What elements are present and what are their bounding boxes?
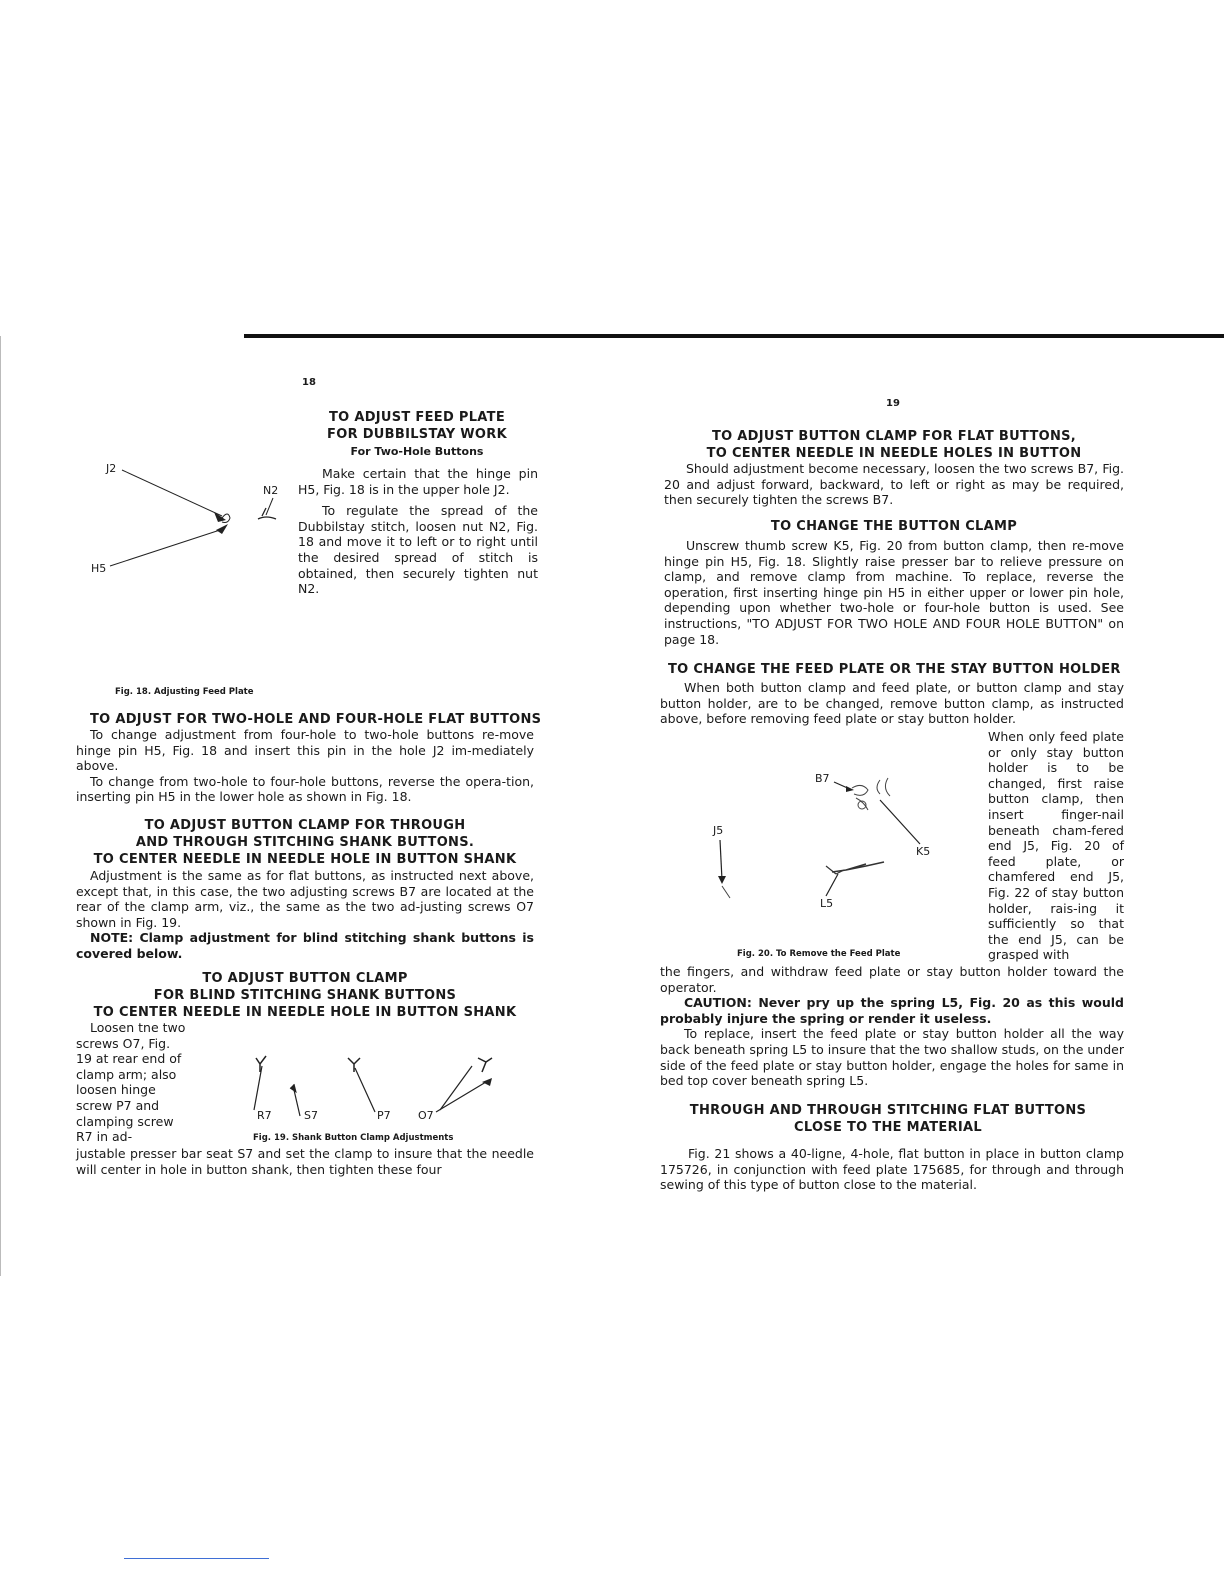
right-sec4-title: THROUGH AND THROUGH STITCHING FLAT BUTTONS CLOSE TO THE MATERIAL: [689, 1103, 1087, 1135]
left-sec3-title: TO ADJUST BUTTON CLAMP FOR THROUGH AND THROUGH STITCHING SHANK BUTTONS. TO CENTER NEEDLE IN NEEDLE HOLE IN BUTTON SHANK: [93, 818, 517, 867]
left-sec2-p2: To change from two-hole to four-hole buttons, reverse the opera-tion, inserting pin H5 in the lower hole as shown in Fig. 18.: [76, 773, 534, 805]
left-sec4-title: TO ADJUST BUTTON CLAMP FOR BLIND STITCHING SHANK BUTTONS TO CENTER NEEDLE IN NEEDLE HOLE IN BUTTON SHANK: [93, 971, 517, 1020]
fig20-label-l5: L5: [820, 897, 834, 910]
left-sec1-body: [298, 466, 538, 597]
right-sec3-body: [660, 680, 1124, 727]
right-sec2-p1: Unscrew thumb screw K5, Fig. 20 from button clamp, then re-move hinge pin H5, Fig. 18. Slightly raise presser bar to relieve pressure on clamp, and remove clamp from machine. To replace, reverse the operation, first inserting hinge pin H5 in either upper or lower pin hole, depending upon whether two-hole or four-hole button is used. See instructions, "TO ADJUST FOR TWO HOLE AND FOUR HOLE BUTTON" on page 18.: [664, 538, 1124, 647]
right-sec3-caution: CAUTION: Never pry up the spring L5, Fig. 20 as this would probably injure the spring or render it useless.: [660, 995, 1124, 1026]
right-sec2-title: TO CHANGE THE BUTTON CLAMP: [770, 519, 1018, 534]
fig19-label-p7: P7: [377, 1109, 391, 1122]
fig18-label-j2: J2: [106, 462, 117, 475]
right-sec3-p2-side: When only feed plate or only stay button holder is to be changed, first raise button clamp, then insert finger-nail beneath cham-fered end J5, Fig. 20 of feed plate, or chamfered end J5, Fig. 22 of stay button holder, rais-ing it sufficiently so that the end J5, can be grasped with: [988, 729, 1124, 963]
right-sec3-body-cont: [660, 964, 1124, 1089]
left-sec4-body-end: [76, 1146, 534, 1177]
left-sec1-subtitle: For Two-Hole Buttons: [350, 445, 484, 458]
right-sec4-p1: Fig. 21 shows a 40-ligne, 4-hole, flat button in place in button clamp 175726, in conjunction with feed plate 175685, for through and through sewing of this type of button close to the material.: [660, 1146, 1124, 1193]
right-sec1-body: [664, 461, 1124, 508]
right-sec3-p2-end: the fingers, and withdraw feed plate or stay button holder toward the operator.: [660, 964, 1124, 995]
fig20-leader-lines: [0, 0, 1, 1]
left-sec1-title: TO ADJUST FEED PLATE FOR DUBBILSTAY WORK: [327, 410, 507, 442]
left-sec4-body-start: [76, 1020, 186, 1145]
left-sec2-title: TO ADJUST FOR TWO-HOLE AND FOUR-HOLE FLAT BUTTONS: [90, 712, 542, 727]
left-sec4-p-start: Loosen tne two screws O7, Fig. 19 at rear end of clamp arm; also loosen hinge screw P7 and clamping screw R7 in ad-: [76, 1020, 186, 1145]
right-sec4-body: [660, 1146, 1124, 1193]
right-sec3-p1: When both button clamp and feed plate, or button clamp and stay button holder, are to be changed, remove button clamp, as instructed above, before removing feed plate or stay button holder.: [660, 680, 1124, 727]
fig19-label-r7: R7: [257, 1109, 272, 1122]
page-number-right: 19: [886, 398, 900, 409]
page-number-left: 18: [302, 377, 316, 388]
right-sec1-title: TO ADJUST BUTTON CLAMP FOR FLAT BUTTONS, TO CENTER NEEDLE IN NEEDLE HOLES IN BUTTON: [706, 429, 1082, 461]
bottom-link-rule: [124, 1558, 269, 1559]
fig19-label-s7: S7: [304, 1109, 318, 1122]
left-sec3-p1: Adjustment is the same as for flat buttons, as instructed next above, except that, in this case, the two adjusting screws B7 are located at the rear of the clamp arm, viz., the same as the two ad-justing screws O7 shown in Fig. 19.: [76, 868, 534, 930]
right-sec3-p3: To replace, insert the feed plate or stay button holder all the way back beneath spring L5 to insure that the two shallow studs, on the under side of the feed plate or stay button holder, engage the holes for same in bed top cover beneath spring L5.: [660, 1026, 1124, 1089]
fig20-label-k5: K5: [916, 845, 931, 858]
fig20-caption: Fig. 20. To Remove the Feed Plate: [737, 949, 901, 959]
left-sec3-body: [76, 868, 534, 962]
right-sec3-title: TO CHANGE THE FEED PLATE OR THE STAY BUTTON HOLDER: [668, 662, 1121, 677]
left-sec1-p2: To regulate the spread of the Dubbilstay stitch, loosen nut N2, Fig. 18 and move it to left or to right until the desired spread of stitch is obtained, then securely tighten nut N2.: [298, 503, 538, 597]
fig19-label-o7: O7: [418, 1109, 434, 1122]
fig18-label-n2: N2: [263, 484, 279, 497]
right-sec1-p1: Should adjustment become necessary, loosen the two screws B7, Fig. 20 and adjust forward, backward, to left or right as may be required, then securely tighten the screws B7.: [664, 461, 1124, 508]
right-sec3-side: [988, 729, 1124, 963]
left-sec2-body: [76, 727, 534, 805]
fig20-label-b7: B7: [815, 772, 830, 785]
fig18-caption: Fig. 18. Adjusting Feed Plate: [115, 687, 254, 697]
fig19-caption: Fig. 19. Shank Button Clamp Adjustments: [253, 1133, 454, 1143]
left-sec3-note: NOTE: Clamp adjustment for blind stitching shank buttons is covered below.: [76, 930, 534, 961]
fig18-label-h5: H5: [91, 562, 107, 575]
right-sec2-body: [664, 538, 1124, 647]
left-sec2-p1: To change adjustment from four-hole to two-hole buttons re-move hinge pin H5, Fig. 18 and insert this pin in the hole J2 im-mediately above.: [76, 727, 534, 774]
left-edge-rule: [0, 336, 1, 1276]
left-sec4-p-end: justable presser bar seat S7 and set the clamp to insure that the needle will center in hole in button shank, then tighten these four: [76, 1146, 534, 1177]
fig20-label-j5: J5: [713, 824, 724, 837]
top-rule: [244, 334, 1224, 338]
left-sec1-p1: Make certain that the hinge pin H5, Fig. 18 is in the upper hole J2.: [298, 466, 538, 497]
